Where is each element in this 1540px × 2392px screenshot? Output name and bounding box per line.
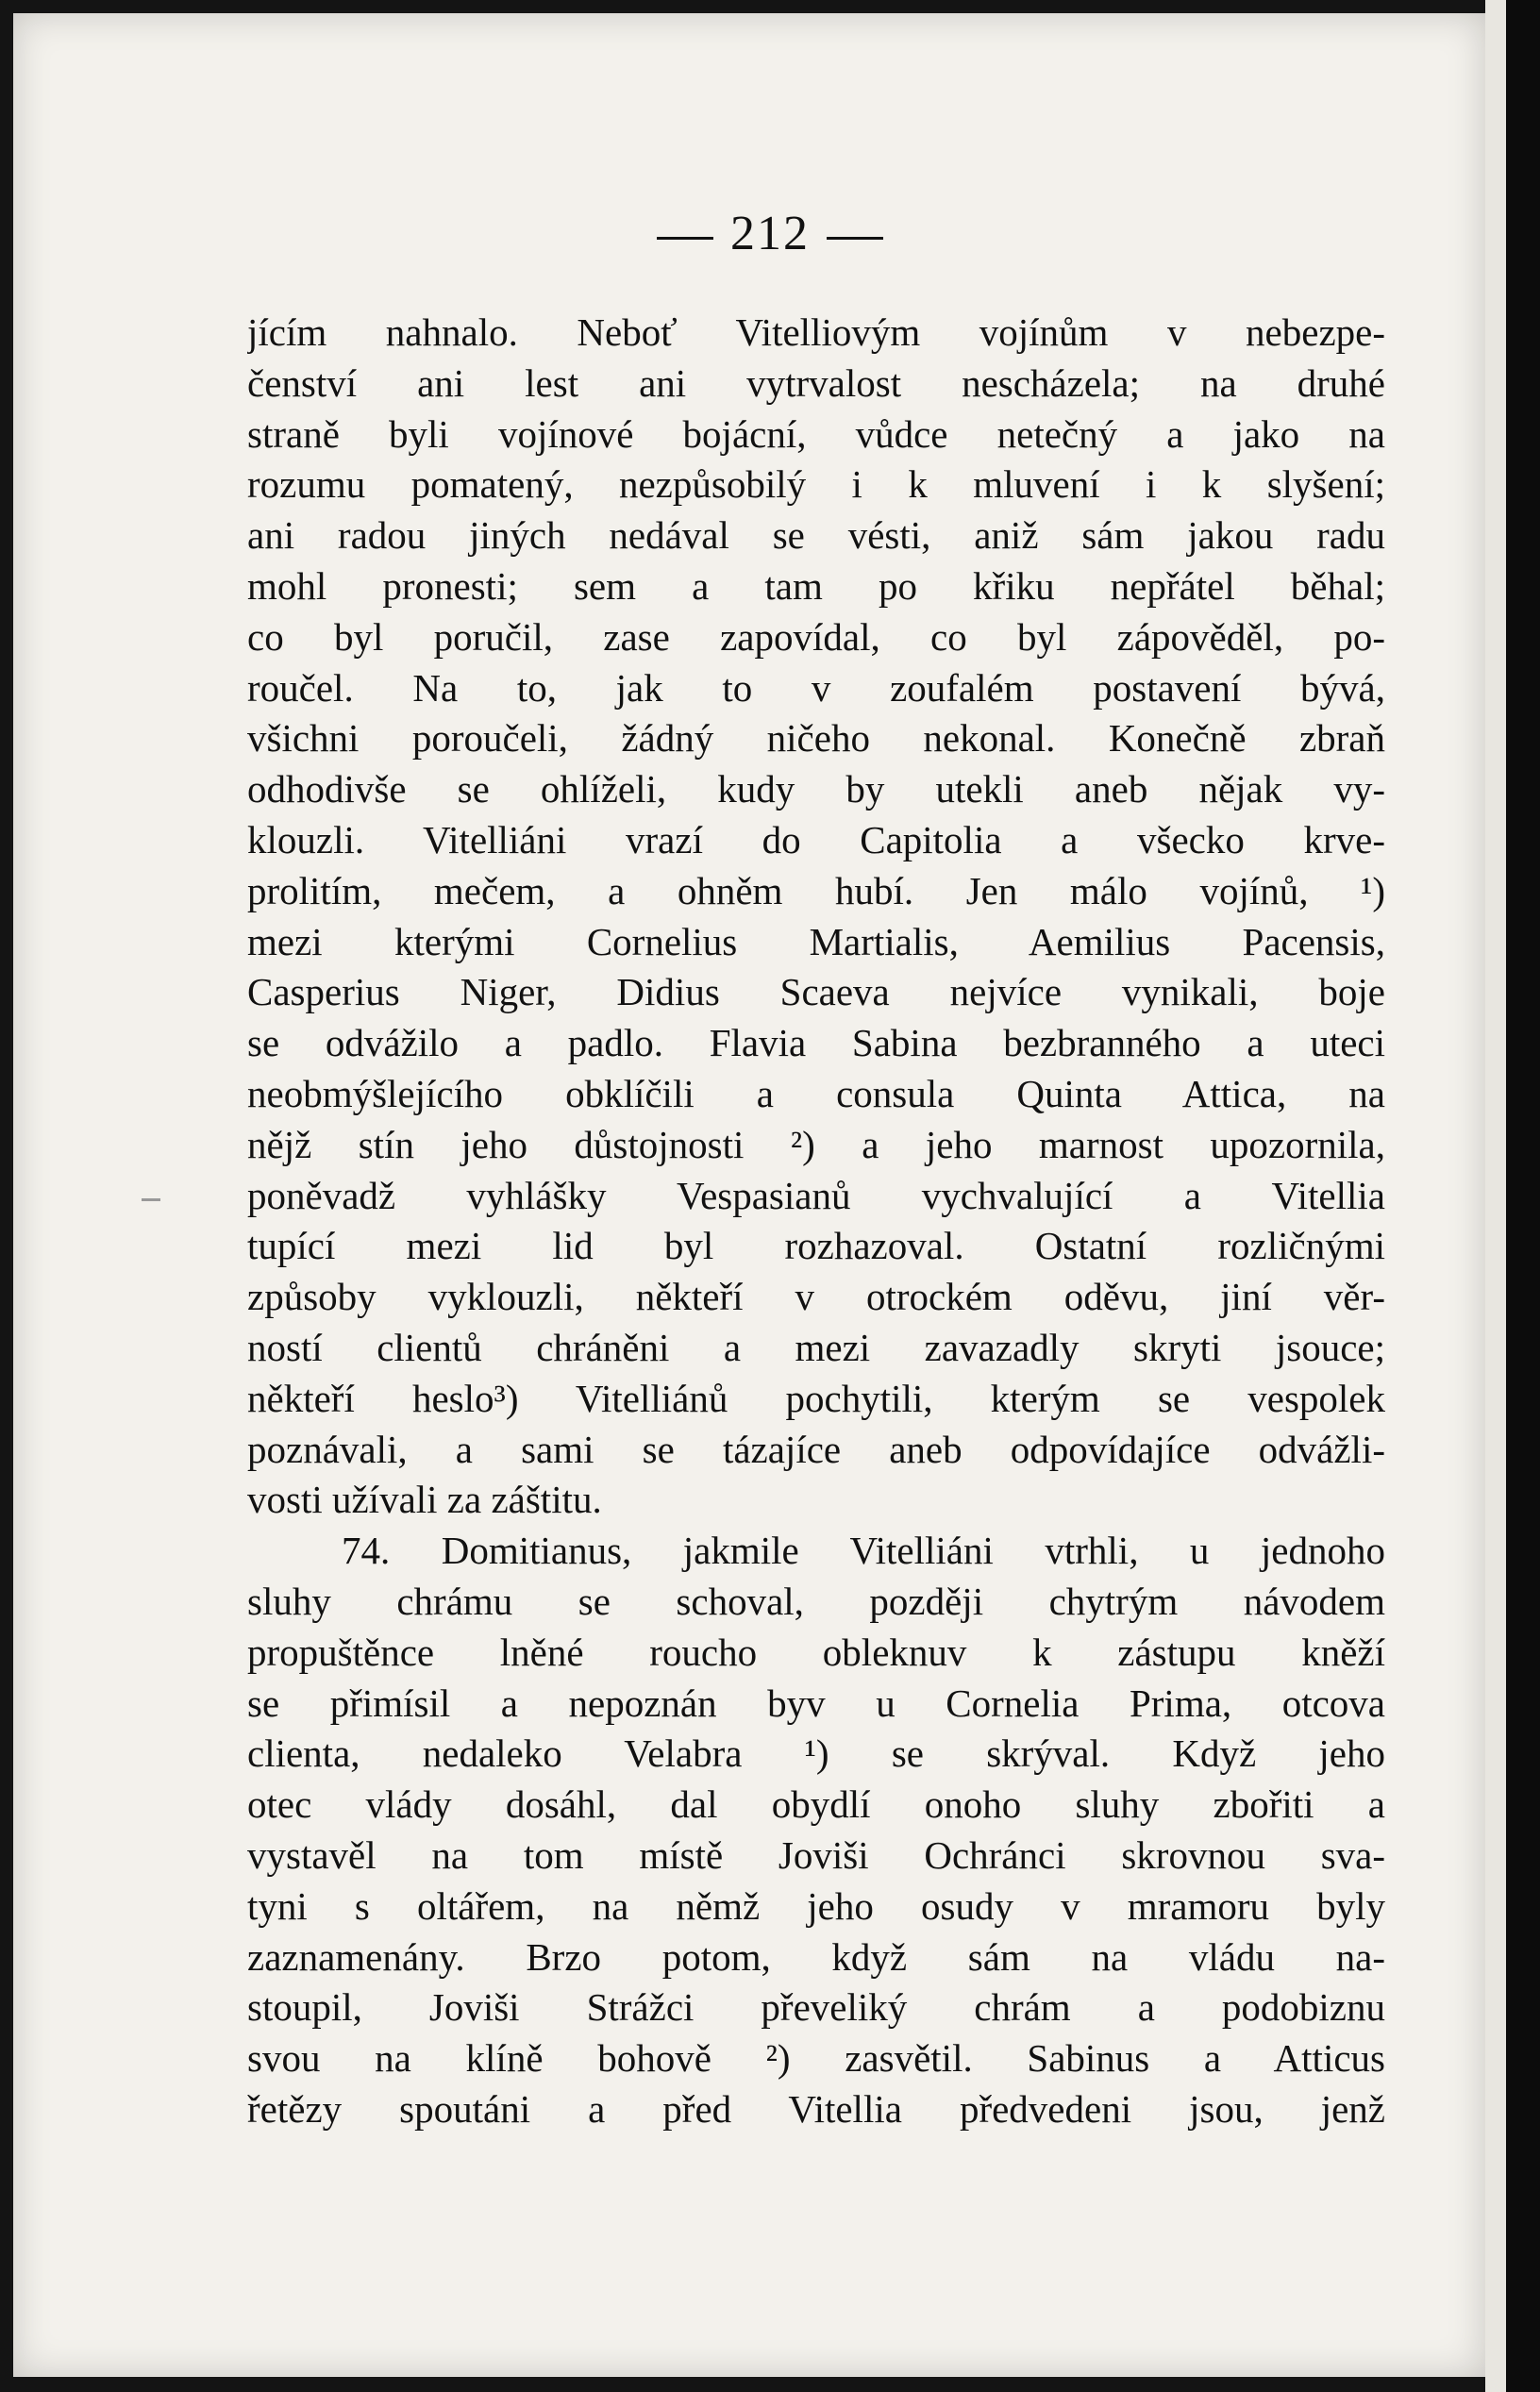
header-dash-left [657,237,713,240]
text-line: stoupil, Joviši Strážci převeliký chrám a podobiznu [247,1985,1385,2030]
text-line: roučel. Na to, jak to v zoufalém postavení bývá, [247,665,1385,710]
text-line: mohl pronesti; sem a tam po křiku nepřátel běhal; [247,563,1385,608]
text-line: poněvadž vyhlášky Vespasianů vychvalující a Vitellia [247,1173,1385,1217]
margin-mark [142,1198,160,1201]
body-text [247,308,1385,2135]
text-line: otec vlády dosáhl, dal obydlí onoho sluhy zbořiti a [247,1782,1385,1827]
text-line: řetězy spoutáni a před Vitellia předvedeni jsou, jenž [247,2086,1385,2131]
text-line: odhodivše se ohlíželi, kudy by utekli aneb nějak vy- [247,767,1385,811]
text-line: ností clientů chráněni a mezi zavazadly skryti jsouce; [247,1325,1385,1369]
text-line: všichni poroučeli, žádný ničeho nekonal. Konečně zbraň [247,716,1385,761]
text-line: rozumu pomatený, nezpůsobilý i k mluvení i k slyšení; [247,462,1385,507]
header-dash-right [827,237,883,240]
text-line: sluhy chrámu se schoval, později chytrým návodem [247,1579,1385,1623]
text-line: vystavěl na tom místě Joviši Ochránci skrovnou sva- [247,1832,1385,1877]
text-line: klouzli. Vitelliáni vrazí do Capitolia a všecko krve- [247,817,1385,861]
text-line: prolitím, mečem, a ohněm hubí. Jen málo vojínů, ¹) [247,868,1385,912]
text-line: tyni s oltářem, na němž jeho osudy v mramoru byly [247,1883,1385,1928]
text-line: vosti užívali za záštitu. [247,1478,602,1522]
page-edge [1485,0,1506,2392]
text-line: neobmýšlejícího obklíčili a consula Quinta Attica, na [247,1071,1385,1115]
text-line: způsoby vyklouzli, někteří v otrockém oděvu, jiní věr- [247,1275,1385,1319]
text-line: někteří heslo³) Vitelliánů pochytili, kterým se vespolek [247,1376,1385,1420]
text-line: se přimísil a nepoznán byv u Cornelia Prima, otcova [247,1681,1385,1725]
text-line: poznávali, a sami se tázajíce aneb odpovídajíce odvážli- [247,1427,1385,1471]
text-line: Casperius Niger, Didius Scaeva nejvíce vynikali, boje [247,970,1385,1014]
text-line: propuštěnce lněné roucho obleknuv k zástupu kněží [247,1630,1385,1674]
text-line: mezi kterými Cornelius Martialis, Aemilius Pacensis, [247,919,1385,963]
paragraph-start-line: 74. Domitianus, jakmile Vitelliáni vtrhli, u jednoho [342,1529,1385,1573]
text-line: ani radou jiných nedával se vésti, aniž sám jakou radu [247,513,1385,558]
text-line: tupící mezi lid byl rozhazoval. Ostatní rozličnými [247,1224,1385,1268]
text-line: se odvážilo a padlo. Flavia Sabina bezbranného a uteci [247,1021,1385,1065]
text-line: nějž stín jeho důstojnosti ²) a jeho marnost upozornila, [247,1122,1385,1166]
text-line: čenství ani lest ani vytrvalost nescházela; na druhé [247,360,1385,405]
text-line: co byl poručil, zase zapovídal, co byl zápověděl, po- [247,614,1385,659]
text-line: jícím nahnalo. Neboť Vitelliovým vojínům v nebezpe- [247,310,1385,354]
page-number: 212 [730,207,810,260]
text-line: svou na klíně bohově ²) zasvětil. Sabinus a Atticus [247,2036,1385,2081]
page-header [0,206,1540,261]
text-line: straně byli vojínové bojácní, vůdce netečný a jako na [247,411,1385,456]
binding-shadow [1506,0,1540,2392]
text-line: zaznamenány. Brzo potom, když sám na vládu na- [247,1934,1385,1979]
text-line: clienta, nedaleko Velabra ¹) se skrýval. Když jeho [247,1731,1385,1776]
